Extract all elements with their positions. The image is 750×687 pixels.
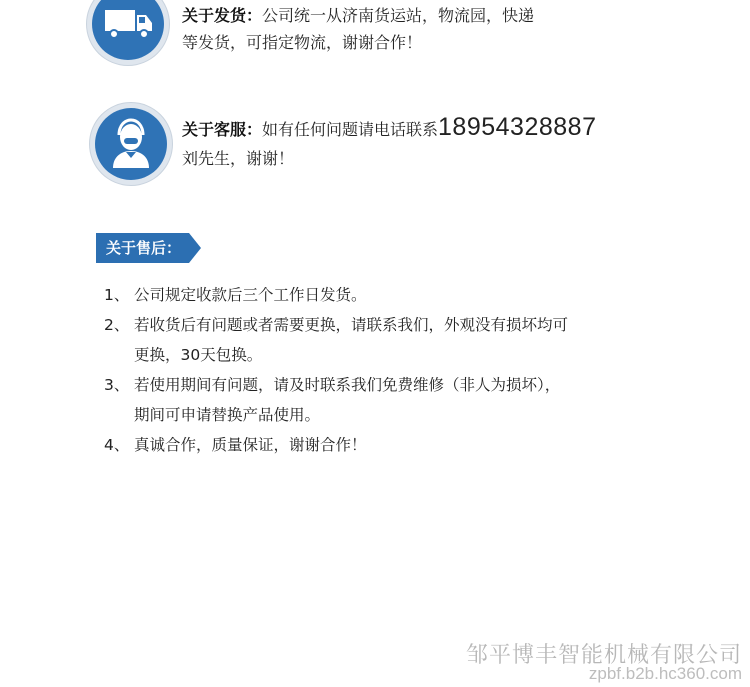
customer-service-icon [95,108,167,180]
list-item-text-cont: 更换，30天包换。 [134,346,263,364]
shipping-text-line2: 等发货，可指定物流，谢谢合作！ [182,33,423,52]
after-sales-tab [96,233,201,263]
list-item-text-cont: 期间可申请替换产品使用。 [134,406,321,424]
shipping-info [182,2,534,56]
list-item-text: 公司规定收款后三个工作日发货。 [134,286,367,304]
list-item [104,430,664,460]
list-item-number: 2、 [104,316,130,334]
list-item-text: 若收货后有问题或者需要更换，请联系我们，外观没有损坏均可 [134,316,569,334]
list-item-number: 4、 [104,436,130,454]
service-text: 如有任何问题请电话联系 [262,120,439,139]
list-item-text: 若使用期间有问题，请及时联系我们免费维修（非人为损坏）， [134,376,561,394]
after-sales-title: 关于售后： [96,233,189,263]
tab-arrow-shape [189,233,201,263]
watermark-company: 邹平博丰智能机械有限公司 [465,643,742,668]
shipping-text: 公司统一从济南货运站，物流园，快递 [262,6,535,25]
truck-icon [92,0,164,60]
service-key: 关于客服： [182,120,263,139]
shipping-key: 关于发货： [182,6,263,25]
list-item-text: 真诚合作，质量保证，谢谢合作！ [134,436,367,454]
list-item [104,370,664,430]
service-info [182,112,596,172]
list-item [104,310,664,370]
after-sales-list [104,280,664,460]
service-text-line2: 刘先生，谢谢！ [182,149,295,168]
list-item-number: 3、 [104,376,130,394]
list-item-number: 1、 [104,286,130,304]
watermark-url: zpbf.b2b.hc360.com [588,664,742,683]
service-phone: 18954328887 [438,113,597,141]
list-item [104,280,664,310]
